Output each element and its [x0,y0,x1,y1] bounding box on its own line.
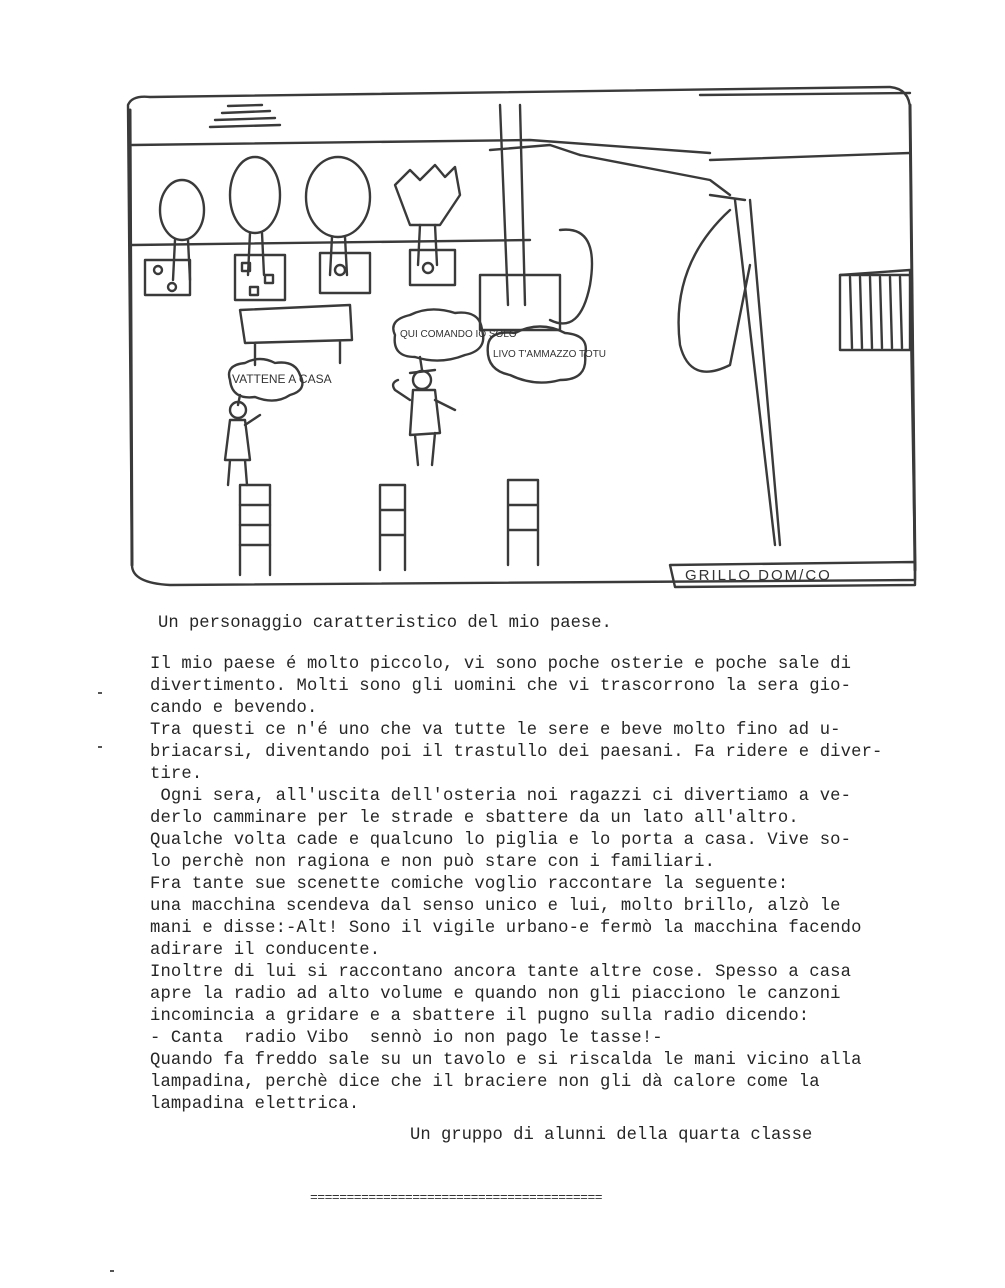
bubble-left-text: VATTENE A CASA [232,372,332,386]
body-line: adirare il conducente. [150,941,381,960]
body-line: Inoltre di lui si raccontano ancora tante altre cose. Spesso a casa [150,963,852,982]
body-line: briacarsi, diventando poi il trastullo dei paesani. Fa ridere e diver- [150,743,883,762]
body-line: Qualche volta cade e qualcuno lo piglia e lo porta a casa. Vive so- [150,831,852,850]
body-line: - Canta radio Vibo sennò io non pago le tasse!- [150,1029,663,1048]
body-line: Quando fa freddo sale su un tavolo e si riscalda le mani vicino alla [150,1051,862,1070]
bubble-right-text: LIVO T'AMMAZZO TOTU [493,349,607,360]
body-line: incomincia a gridare e a sbattere il pugno sulla radio dicendo: [150,1007,810,1026]
figure-left [225,402,260,485]
figure-drunk [393,370,455,465]
tree-3 [306,157,370,293]
signature-line: Un gruppo di alunni della quarta classe [410,1126,813,1145]
margin-speck [110,1270,114,1272]
body-line: tire. [150,765,203,784]
signature-box-text: GRILLO DOM/CO [685,567,832,584]
document-title: Un personaggio caratteristico del mio paese. [158,614,612,633]
body-line: derlo camminare per le strade e sbattere da un lato all'altro. [150,809,799,828]
body-line: Ogni sera, all'uscita dell'osteria noi ragazzi ci divertiamo a ve- [150,787,852,806]
body-line: lampadina elettrica. [150,1095,360,1114]
body-line: una macchina scendeva dal senso unico e lui, molto brillo, alzò le [150,897,841,916]
bollards [240,480,538,575]
margin-speck [98,692,102,694]
body-line: lo perchè non ragiona e non può stare con i familiari. [150,853,716,872]
tree-2 [230,157,285,300]
body-line: divertimento. Molti sono gli uomini che vi trascorrono la sera gio- [150,677,852,696]
body-line: lampadina, perchè dice che il braciere non gli dà calore come la [150,1073,820,1092]
body-line: Fra tante sue scenette comiche voglio raccontare la seguente: [150,875,789,894]
tree-1 [145,180,204,295]
bubble-center-text: QUI COMANDO IO SOLO [400,329,517,340]
body-line: mani e disse:-Alt! Sono il vigile urbano-e fermò la macchina facendo [150,919,862,938]
pencil-drawing [110,65,925,610]
tree-4 [395,165,460,285]
margin-speck [98,746,102,748]
separator-line: ======================================== [310,1190,603,1205]
body-line: Il mio paese é molto piccolo, vi sono poche osterie e poche sale di [150,655,852,674]
body-line: Tra questi ce n'é uno che va tutte le sere e beve molto fino ad u- [150,721,841,740]
body-line: cando e bevendo. [150,699,318,718]
body-line: apre la radio ad alto volume e quando non gli piacciono le canzoni [150,985,841,1004]
